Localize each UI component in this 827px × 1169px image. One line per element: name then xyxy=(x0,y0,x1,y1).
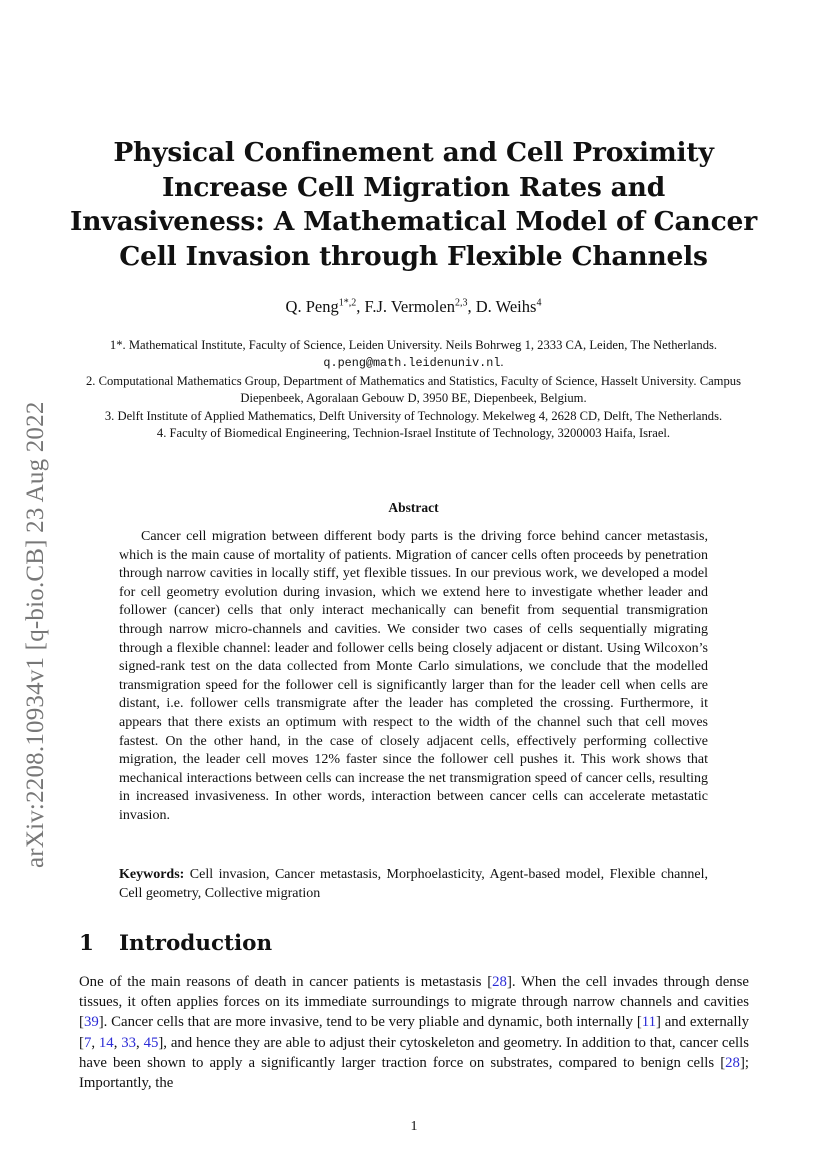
page-number: 1 xyxy=(410,1119,418,1134)
affiliation-text: 1*. Mathematical Institute, Faculty of Science, Leiden University. Neils Bohrweg 1, 2333 CA, Leiden, The Netherlands. xyxy=(109,338,718,352)
title-line: Physical Confinement and Cell Proximity xyxy=(113,137,714,168)
affiliation-2: 2. Computational Mathematics Group, Department of Mathematics and Statistics, Faculty of Science, Hasselt University. Campus Diepenbeek, Agoralaan Gebouw D, 3950 BE, Diepenbeek, Belgium. xyxy=(86,373,741,406)
body-text: ] and externally [ xyxy=(79,1014,749,1051)
body-text: , xyxy=(136,1034,144,1051)
section-number: 1 xyxy=(79,931,94,956)
citation-link[interactable]: 7 xyxy=(83,1034,92,1051)
section-title: Introduction xyxy=(119,931,273,956)
citation-link[interactable]: 14 xyxy=(98,1034,114,1051)
citation-link[interactable]: 11 xyxy=(641,1014,657,1031)
body-text: ]. Cancer cells that are more invasive, tend to be very pliable and dynamic, both internally [ xyxy=(98,1014,642,1031)
citation-link[interactable]: 28 xyxy=(492,974,507,990)
author-affiliation-mark: 2,3 xyxy=(454,297,468,309)
introduction-paragraph xyxy=(79,972,749,1093)
affiliation-3: 3. Delft Institute of Applied Mathematics, Delft University of Technology. Mekelweg 4, 2628 CD, Delft, The Netherlands. xyxy=(104,408,723,423)
body-text: ]; Importantly, the xyxy=(79,1054,749,1092)
author-separator: , xyxy=(467,297,476,316)
body-text: One of the main reasons of death in cancer patients is metastasis [ xyxy=(79,974,493,990)
author-email-link[interactable]: q.peng@math.leidenuniv.nl xyxy=(323,356,501,371)
title-line: Cell Invasion through Flexible Channels xyxy=(119,240,708,272)
citation-link[interactable]: 33 xyxy=(121,1034,137,1051)
body-text: ], and hence they are able to adjust their cytoskeleton and geometry. In addition to that, cancer cells have been shown to apply a significantly larger traction force on substrates, compared to benign cells [ xyxy=(79,1034,749,1071)
affiliation-text: . xyxy=(500,355,504,370)
body-text: , xyxy=(91,1034,99,1051)
body-text: , xyxy=(113,1034,122,1051)
body-text: ]. When the cell invades through dense tissues, it often applies forces on its immediate surroundings to migrate through narrow channels and cavities [ xyxy=(79,974,749,1031)
arxiv-identifier-stamp[interactable]: arXiv:2208.10934v1 [q-bio.CB] 23 Aug 2022 xyxy=(22,401,49,868)
affiliation-4: 4. Faculty of Biomedical Engineering, Technion-Israel Institute of Technology, 3200003 Haifa, Israel. xyxy=(156,426,671,441)
keywords-text: Cell invasion, Cancer metastasis, Morphoelasticity, Agent-based model, Flexible channel, Cell geometry, Collective migration xyxy=(119,867,708,901)
title-line: Increase Cell Migration Rates and xyxy=(161,171,666,203)
paper-title xyxy=(70,136,757,274)
author-affiliation-mark: 4 xyxy=(536,297,542,309)
keywords-label: Keywords: xyxy=(119,867,185,882)
affiliation-1 xyxy=(78,337,749,373)
author-name: F.J. Vermolen xyxy=(364,297,455,316)
abstract-text: Cancer cell migration between different body parts is the driving force behind cancer metastasis, which is the main cause of mortality of patients. Migration of cancer cells often proceeds by penetration through narrow cavities in locally stiff, yet flexible tissues. In our previous work, we developed a model for cell geometry evolution during invasion, which we extend here to investigate whether leader and follower (cancer) cells that only interact mechanically can benefit from sequential transmigration through narrow micro-channels and cavities. We consider two cases of cells sequentially migrating through a flexible channel: leader and follower cells being closely adjacent or distant. Using Wilcoxon’s signed-rank test on the data collected from Monte Carlo simulations, we conclude that the modelled transmigration speed for the follower cell is significantly larger than for the leader cell when cells are distant, i.e. follower cells transmigrate after the leader has completed the crossing. Furthermore, it appears that there exists an optimum with respect to the width of the channel such that cell moves fastest. On the other hand, in the case of closely adjacent cells, effectively performing collective migration, the leader cell moves 12% faster since the follower cell pushes it. This work shows that mechanical interactions between cells can increase the net transmigration speed of cancer cells, resulting in increased invasiveness. In other words, interaction between cancer cells can accelerate metastatic invasion. xyxy=(119,529,708,823)
author-separator: , xyxy=(356,297,365,316)
section-heading-introduction xyxy=(79,931,272,956)
title-line: Invasiveness: A Mathematical Model of Cancer xyxy=(70,206,757,237)
abstract-heading: Abstract xyxy=(388,500,439,515)
citation-link[interactable]: 28 xyxy=(725,1054,740,1071)
author-list xyxy=(80,297,747,317)
keywords xyxy=(119,866,708,903)
affiliations xyxy=(78,337,749,442)
citation-link[interactable]: 45 xyxy=(143,1034,159,1051)
author-affiliation-mark: 1*,2 xyxy=(338,297,357,309)
citation-link[interactable]: 39 xyxy=(83,1014,99,1031)
author-name: Q. Peng xyxy=(285,297,339,316)
author-name: D. Weihs xyxy=(475,297,537,316)
